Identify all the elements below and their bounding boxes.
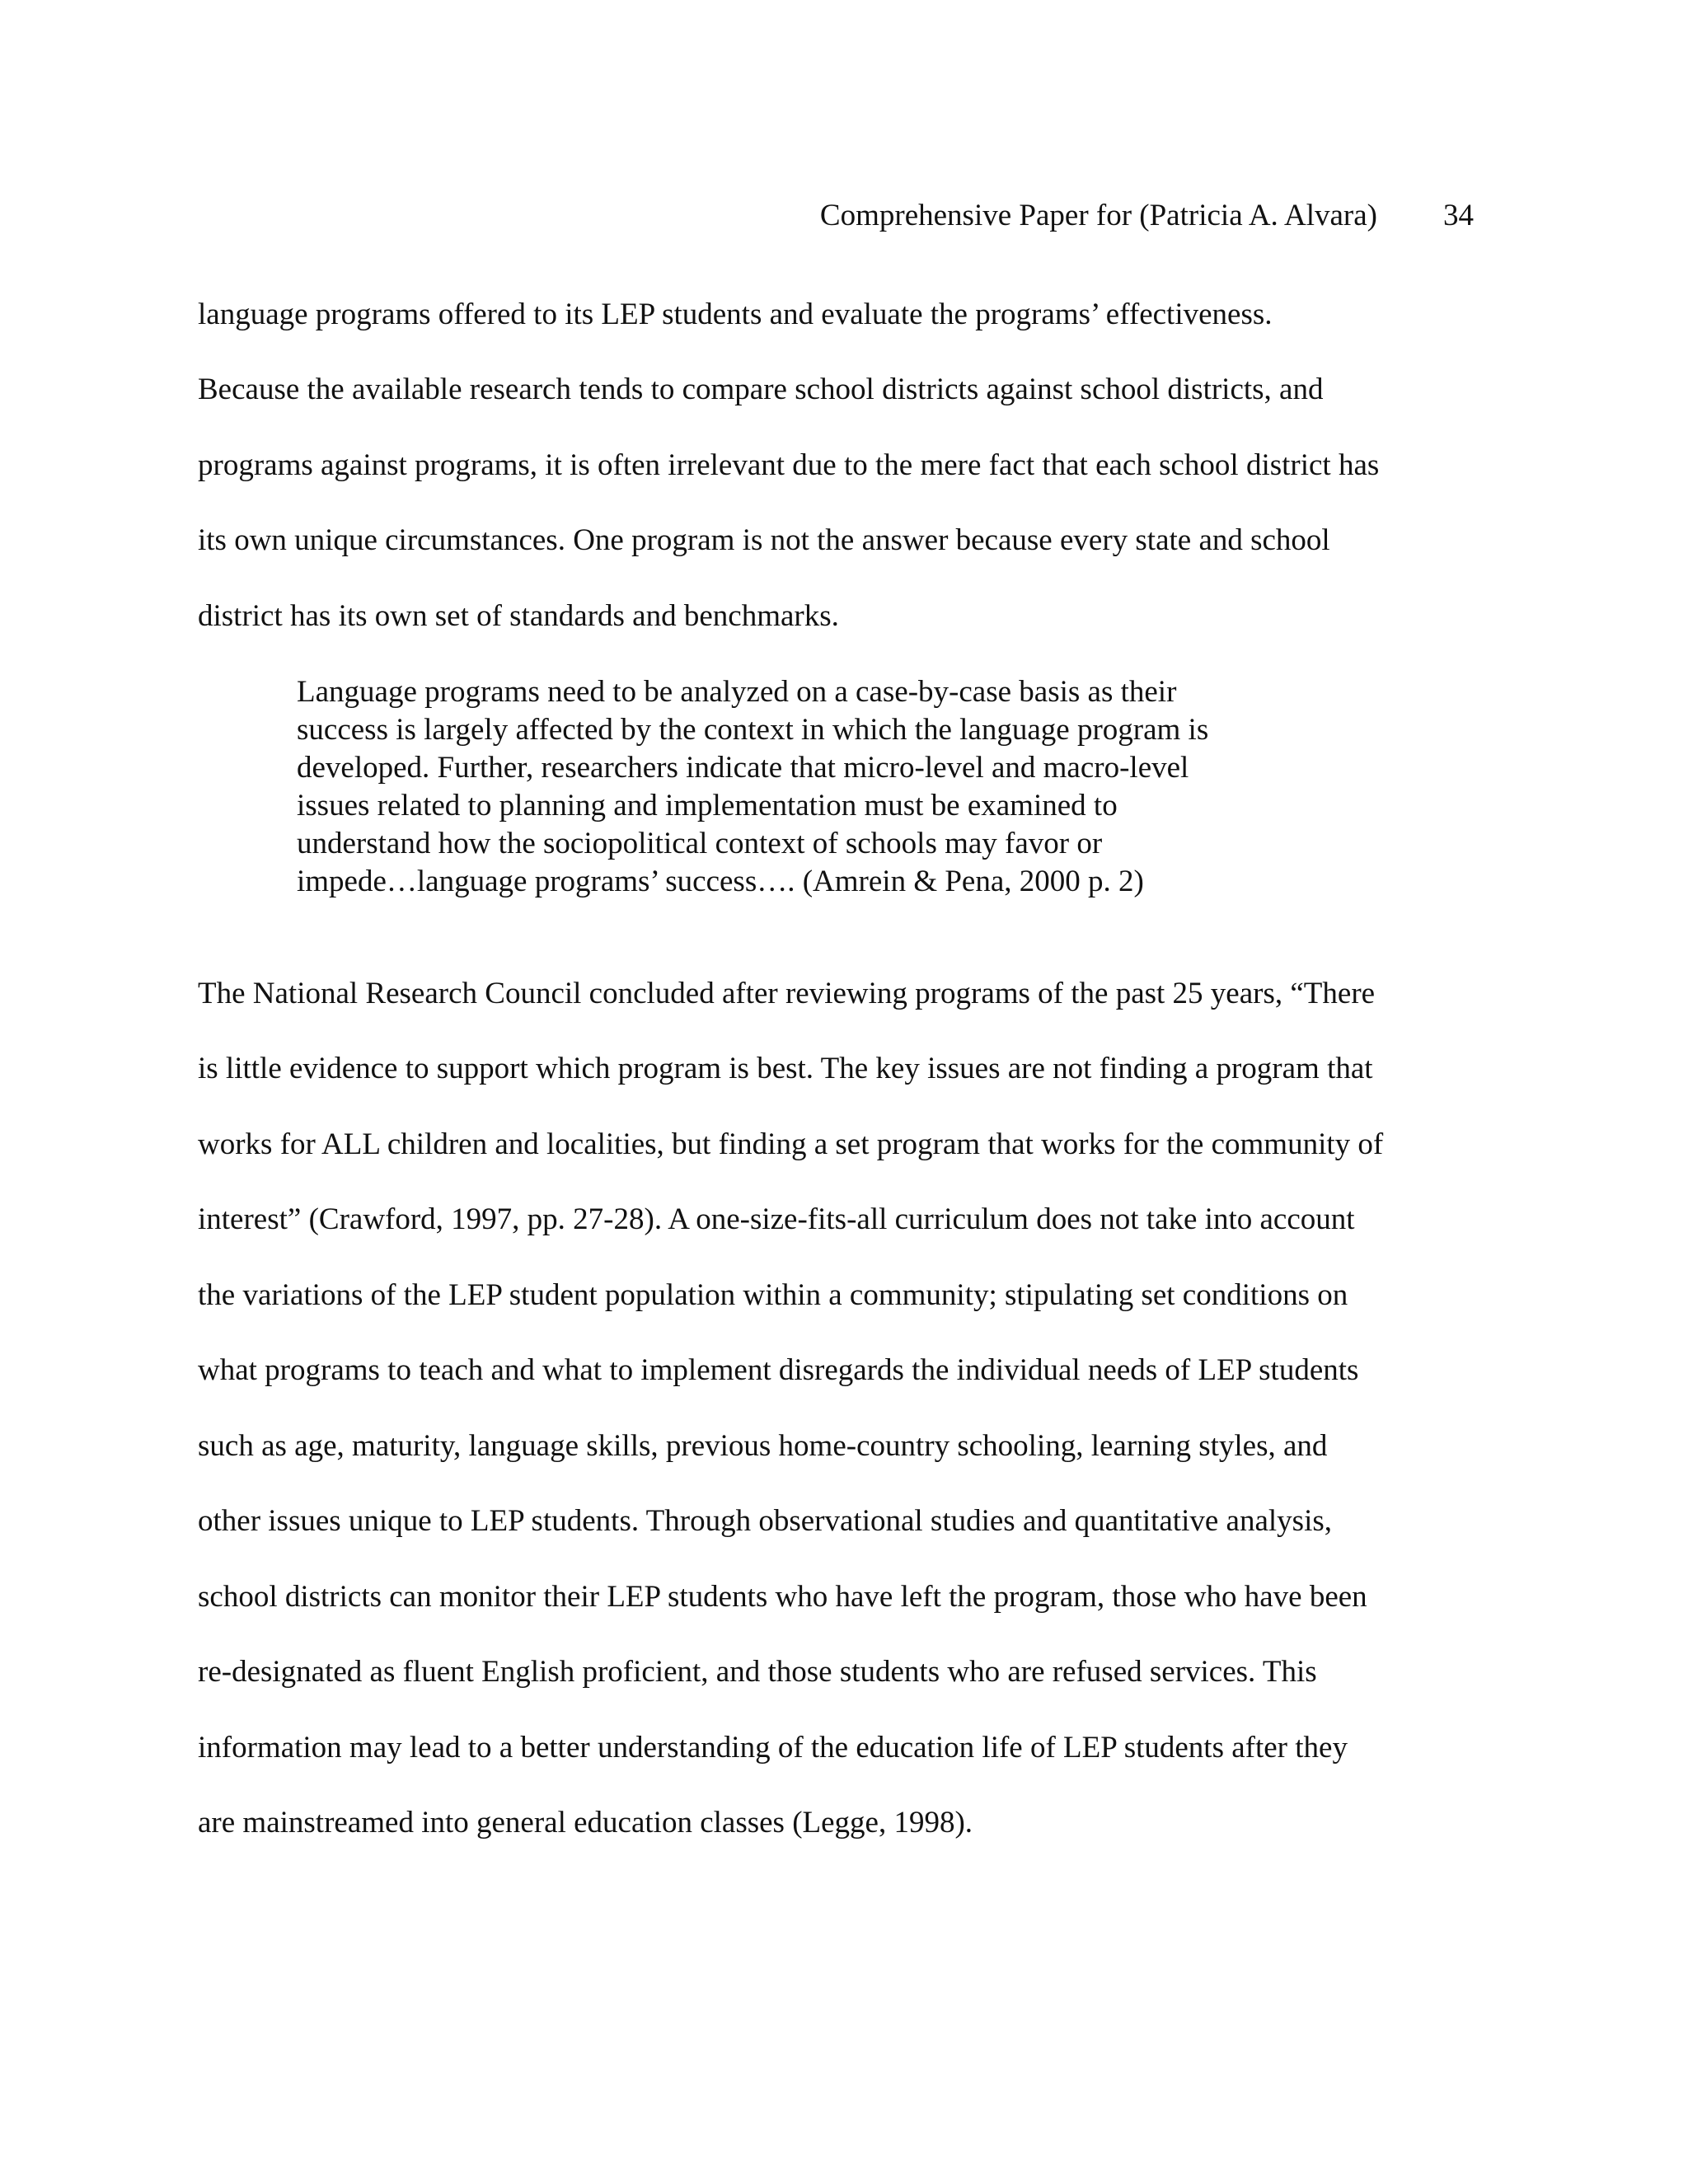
quote-line: Language programs need to be analyzed on a case-by-case basis as their	[297, 675, 1177, 709]
paragraph-line: are mainstreamed into general education classes (Legge, 1998).	[198, 1806, 973, 1840]
paragraph-line: school districts can monitor their LEP students who have left the program, those who have been	[198, 1580, 1367, 1614]
paragraph-line: its own unique circumstances. One program is not the answer because every state and school	[198, 523, 1330, 557]
quote-line: understand how the sociopolitical context of schools may favor or	[297, 827, 1103, 860]
running-title: Comprehensive Paper for (Patricia A. Alvara)	[819, 199, 1377, 232]
quote-line: issues related to planning and implementation must be examined to	[297, 789, 1118, 823]
quote-line: developed. Further, researchers indicate that micro-level and macro-level	[297, 751, 1189, 785]
quote-line: success is largely affected by the context in which the language program is	[297, 713, 1209, 747]
paragraph-line: programs against programs, it is often irrelevant due to the mere fact that each school district has	[198, 448, 1380, 482]
paragraph-line: interest” (Crawford, 1997, pp. 27-28). A one-size-fits-all curriculum does not take into account	[198, 1202, 1355, 1236]
running-header	[0, 198, 1474, 234]
paragraph-line: The National Research Council concluded after reviewing programs of the past 25 years, “There	[198, 977, 1376, 1010]
paragraph-line: works for ALL children and localities, but finding a set program that works for the community of	[198, 1127, 1384, 1161]
paragraph-line: information may lead to a better understanding of the education life of LEP students after they	[198, 1731, 1348, 1765]
paragraph-line: is little evidence to support which program is best. The key issues are not finding a program that	[198, 1052, 1373, 1085]
paragraph-line: re-designated as fluent English proficient, and those students who are refused services. This	[198, 1655, 1317, 1689]
paragraph-line: language programs offered to its LEP students and evaluate the programs’ effectiveness.	[198, 298, 1273, 331]
paragraph-line: what programs to teach and what to implement disregards the individual needs of LEP students	[198, 1353, 1359, 1387]
page-number: 34	[1443, 199, 1474, 232]
paragraph-line: such as age, maturity, language skills, previous home-country schooling, learning styles, and	[198, 1429, 1328, 1463]
paragraph-line: other issues unique to LEP students. Through observational studies and quantitative analysis,	[198, 1504, 1332, 1538]
paragraph-line: the variations of the LEP student population within a community; stipulating set conditions on	[198, 1278, 1348, 1312]
paragraph-line: district has its own set of standards and benchmarks.	[198, 599, 839, 633]
paragraph-line: Because the available research tends to compare school districts against school districts, and	[198, 373, 1324, 406]
quote-line: impede…language programs’ success…. (Amrein & Pena, 2000 p. 2)	[297, 865, 1144, 898]
